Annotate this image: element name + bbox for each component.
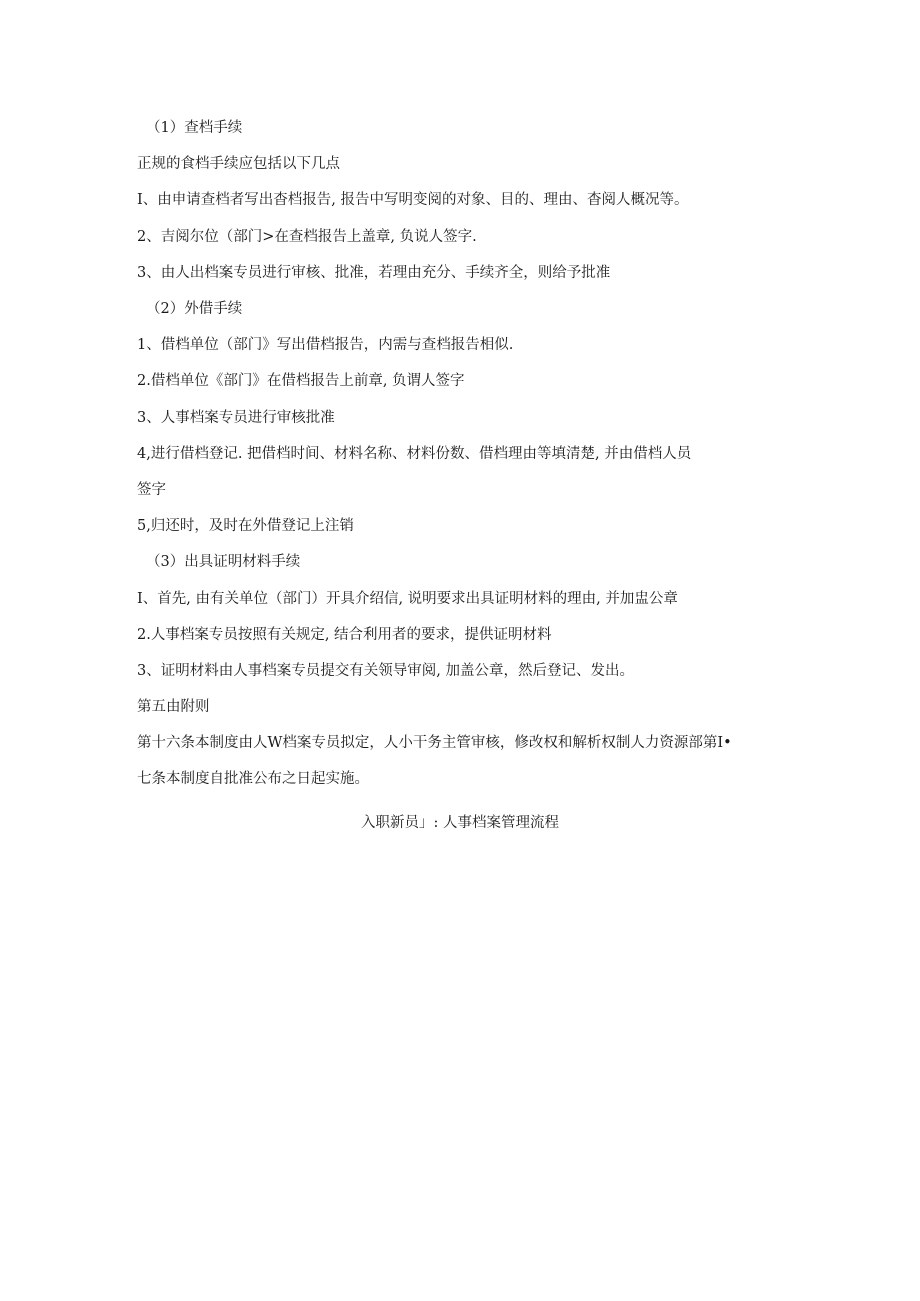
list-item: 2、吉阅尔位（部门>在查档报告上盖章, 负说人签字.	[137, 229, 477, 245]
section-heading-2: （2）外借手续	[146, 301, 243, 317]
list-item: 3、人事档案专员进行审核批准	[137, 410, 335, 426]
list-item: 1、借档单位（部门》写出借档报告，内需与查档报告相似.	[137, 337, 514, 353]
list-item: 5,归还时，及时在外借登记上注销	[137, 518, 354, 534]
list-item: 2.人事档案专员按照有关规定, 结合利用者的要求，提供证明材料	[137, 627, 552, 643]
chapter-heading: 第五由附则	[137, 699, 210, 715]
list-item: 3、由人出档案专员进行审核、批准，若理由充分、手续齐全，则给予批准	[137, 265, 611, 281]
paragraph: 第十六条本制度由人W档案专员拟定，人小干务主管审核，修改权和解析权制人力资源部第I•	[137, 735, 732, 751]
list-item: 3、证明材料由人事档案专员提交有关领导审阅, 加盖公章，然后登记、发出。	[137, 663, 634, 679]
section-heading-3: （3）出具证明材料手续	[146, 554, 301, 570]
section-heading-1: （1）查档手续	[146, 120, 243, 136]
paragraph: 正规的食档手续应包括以下几点	[137, 156, 340, 172]
list-item: 4,进行借档登记. 把借档时间、材料名称、材料份数、借档理由等填清楚, 并由借档人员	[137, 446, 692, 462]
paragraph: 七条本制度自批准公布之日起实施。	[137, 771, 369, 787]
list-item: 2.借档单位《部门》在借档报告上前章, 负谓人签字	[137, 373, 465, 389]
flowchart-caption: 入职新员」: 人事档案管理流程	[361, 815, 559, 831]
list-item: I、由申请查档者写出杳档报告, 报告中写明变阅的对象、目的、理由、杳阅人概况等。	[137, 192, 689, 208]
list-item-continuation: 签字	[137, 482, 166, 498]
list-item: I、首先, 由有关单位（部门）开具介绍信, 说明要求出具证明材料的理由, 并加盅公章	[137, 591, 678, 607]
